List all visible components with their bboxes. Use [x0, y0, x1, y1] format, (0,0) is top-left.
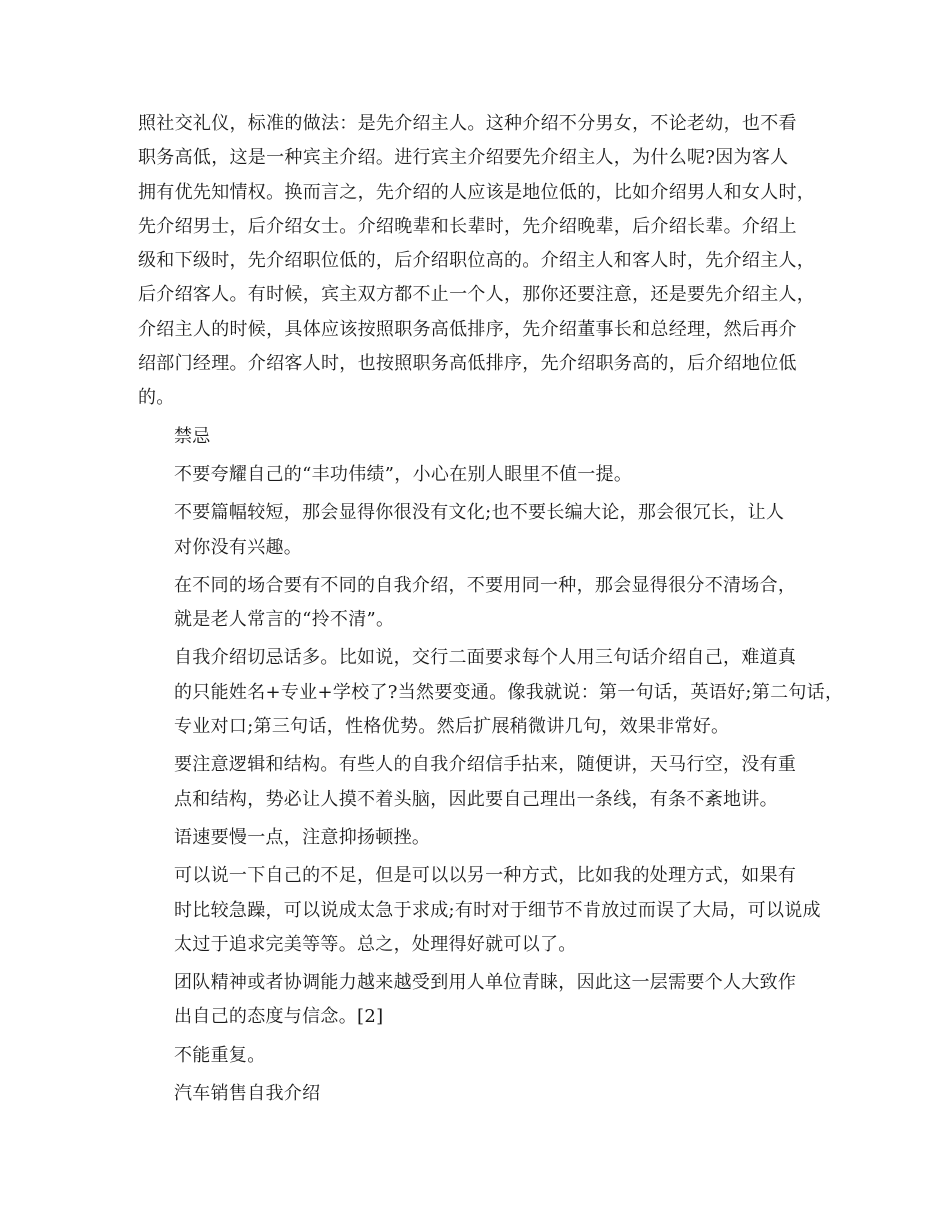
text-line: 在不同的场合要有不同的自我介绍，不要用同一种，那会显得很分不清场合，	[174, 574, 797, 596]
document-page	[138, 107, 844, 1115]
text-line: 汽车销售自我介绍	[174, 1083, 321, 1105]
text-line: 点和结构，势必让人摸不着头脑，因此要自己理出一条线，有条不紊地讲。	[174, 788, 778, 810]
text-line: 禁忌	[174, 425, 211, 447]
paragraph-not-too-many-words	[138, 641, 844, 744]
paragraph-length	[138, 496, 818, 565]
paragraph-weaknesses	[138, 859, 821, 962]
text-line: 不要篇幅较短，那会显得你很没有文化;也不要长编大论，那会很冗长，让人	[174, 502, 785, 524]
paragraph-teamwork	[138, 966, 818, 1035]
text-line: 照社交礼仪，标准的做法：是先介绍主人。这种介绍不分男女，不论老幼，也不看	[138, 113, 797, 134]
text-line: 先介绍男士，后介绍女士。介绍晚辈和长辈时，先介绍晚辈，后介绍长辈。介绍上	[138, 215, 797, 237]
section-heading-car-sales	[138, 1077, 818, 1111]
text-line: 后介绍客人。有时候，宾主双方都不止一个人，那你还要注意，还是要先介绍主人，	[138, 284, 816, 306]
text-line: 专业对口;第三句话，性格优势。然后扩展稍微讲几句，效果非常好。	[174, 716, 730, 738]
text-line: 就是老人常言的“拎不清”。	[174, 609, 395, 631]
text-line: 不要夸耀自己的“丰功伟绩”，小心在别人眼里不值一提。	[174, 463, 633, 485]
text-line: 自我介绍切忌话多。比如说，交行二面要求每个人用三句话介绍自己，难道真	[174, 647, 797, 669]
text-line: 时比较急躁，可以说成太急于求成;有时对于细节不肯放过而误了大局，可以说成	[174, 899, 821, 921]
text-line: 不能重复。	[174, 1044, 266, 1066]
text-line: 团队精神或者协调能力越来越受到用人单位青睐，因此这一层需要个人大致作	[174, 972, 797, 994]
text-line: 的只能姓名+专业+学校了?当然要变通。像我就说：第一句话，英语好;第二句话，	[174, 681, 844, 703]
section-heading-taboos	[138, 420, 818, 454]
paragraph-occasions	[138, 569, 818, 638]
paragraph-no-boasting	[138, 458, 818, 492]
text-line: 对你没有兴趣。	[174, 536, 303, 558]
text-line: 介绍主人的时候，具体应该按照职务高低排序，先介绍董事长和总经理，然后再介	[138, 318, 797, 340]
paragraph-no-repetition	[138, 1039, 818, 1073]
paragraph-speaking-pace	[138, 821, 818, 855]
text-line: 要注意逻辑和结构。有些人的自我介绍信手拈来，随便讲，天马行空，没有重	[174, 754, 797, 776]
text-line: 职务高低，这是一种宾主介绍。进行宾主介绍要先介绍主人，为什么呢?因为客人	[138, 147, 789, 169]
text-line: 拥有优先知情权。换而言之，先介绍的人应该是地位低的，比如介绍男人和女人时，	[138, 181, 816, 203]
text-line: 可以说一下自己的不足，但是可以以另一种方式，比如我的处理方式，如果有	[174, 865, 797, 887]
text-line: 绍部门经理。介绍客人时，也按照职务高低排序，先介绍职务高的，后介绍地位低	[138, 353, 797, 375]
paragraph-logic-structure	[138, 748, 818, 817]
text-line: 的。	[138, 387, 175, 409]
text-line: 级和下级时，先介绍职位低的，后介绍职位高的。介绍主人和客人时，先介绍主人，	[138, 250, 816, 272]
text-line: 出自己的态度与信念。[2]	[174, 1006, 384, 1028]
text-line: 太过于追求完美等等。总之，处理得好就可以了。	[174, 933, 577, 955]
paragraph-introduction-order	[138, 107, 818, 416]
text-line: 语速要慢一点，注意抑扬顿挫。	[174, 826, 431, 848]
